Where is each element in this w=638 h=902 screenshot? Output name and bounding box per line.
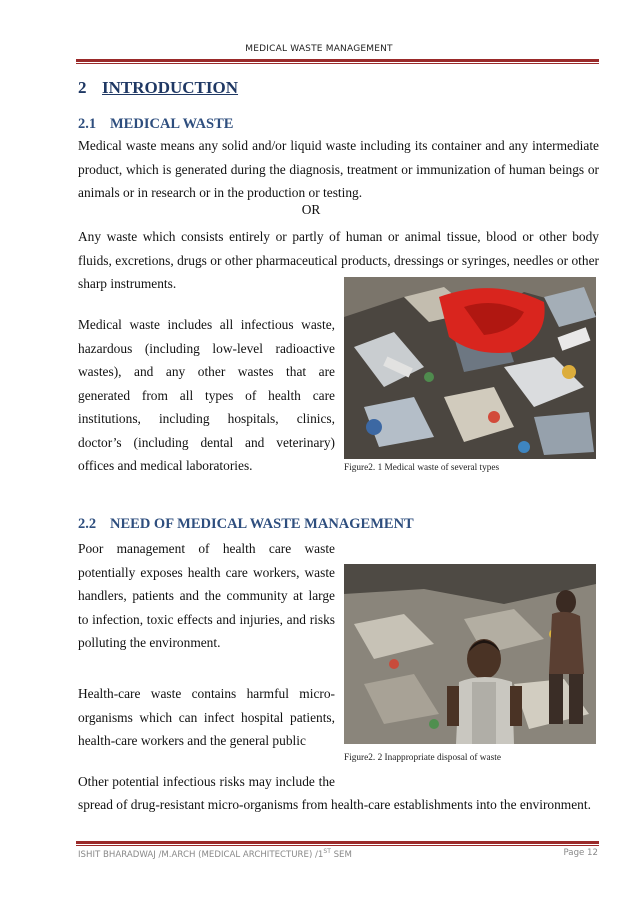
footer-author-tail: SEM [330,849,352,860]
footer-author-text: ISHIT BHARADWAJ /M.ARCH (MEDICAL ARCHITECTURE) /1 [78,849,324,860]
paragraph-definition: Medical waste means any solid and/or liquid waste including its container and any intermediate product, which is generated during the diagnosis, treatment or immunization of human beings or animals or in research or in the production or testing. [78,138,599,200]
header-rule [76,59,599,64]
section-title: INTRODUCTION [102,78,239,97]
paragraph-other-risks-line2: spread of drug-resistant micro-organisms from health-care establishments into the environment. [78,797,591,812]
paragraph-other-risks-line1: Other potential infectious risks may include the [78,774,335,789]
subsection-heading-2-1 [78,116,233,133]
or-separator: OR [301,202,321,217]
figure-medical-waste-image [344,277,596,459]
paragraph-definition-alt: Any waste which consists entirely or partly of human or animal tissue, blood or other body fluids, excretions, drugs or other pharmaceutical products, dressings or syringes, needles or other sharp instruments. [78,229,599,291]
footer-author [78,848,352,860]
paragraph-harmful-microorganisms: Health-care waste contains harmful micro-organisms which can infect hospital patients, health-care workers and the general public [78,686,335,748]
paragraph-medical-waste-includes: Medical waste includes all infectious waste, hazardous (including low-level radioactive wastes), and any other wastes that are generated from all types of health care institutions, including hospitals, clinics, doctor’s (including dental and veterinary) offices and medical laboratories. [78,317,335,473]
paragraph-poor-management: Poor management of health care waste potentially exposes health care workers, waste handlers, patients and the community at large to infection, toxic effects and injuries, and risks polluting the environment. [78,541,335,650]
figure-waste-disposal-image [344,564,596,744]
subsection-number: 2.1 [78,116,97,132]
figure-caption-2-1: Figure2. 1 Medical waste of several types [344,463,500,473]
subsection-title: NEED OF MEDICAL WASTE MANAGEMENT [110,516,414,532]
page-number: Page 12 [563,848,598,858]
footer-superscript: ST [323,848,331,855]
subsection-title: MEDICAL WASTE [110,116,234,132]
subsection-heading-2-2 [78,516,414,533]
section-number: 2 [78,78,87,97]
footer-rule [76,841,599,846]
page-header: MEDICAL WASTE MANAGEMENT [245,44,393,54]
section-heading [78,78,238,98]
subsection-number: 2.2 [78,516,97,532]
figure-caption-2-2: Figure2. 2 Inappropriate disposal of waste [344,753,501,763]
